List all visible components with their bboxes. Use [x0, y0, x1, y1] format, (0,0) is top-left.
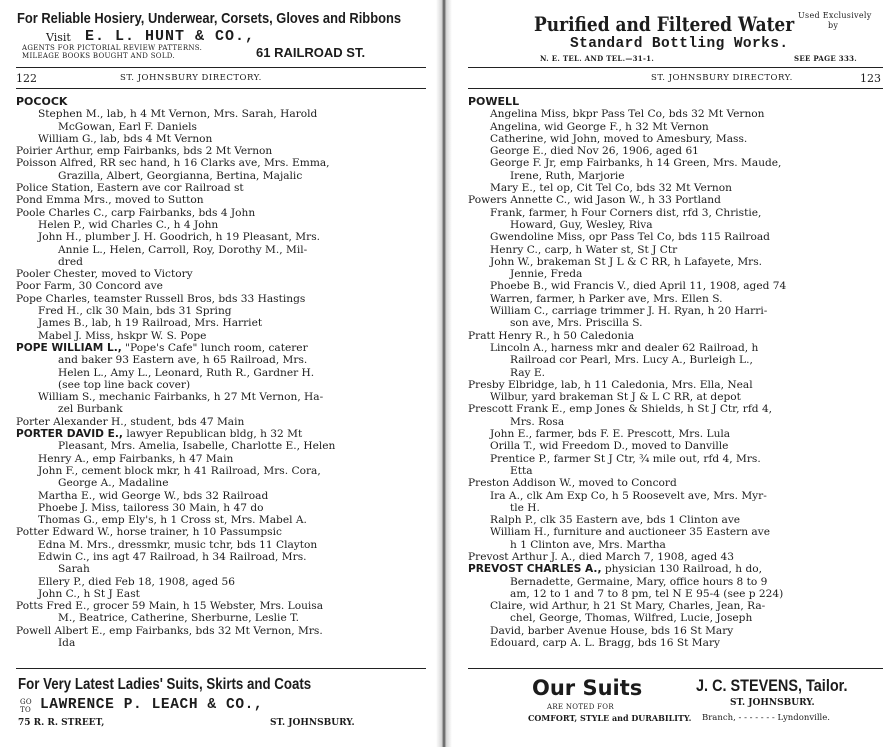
directory-entry-line: Potts Fred E., grocer 59 Main, h 15 Webster, Mrs. Louisa: [16, 600, 324, 613]
directory-entries: [16, 96, 426, 649]
directory-entry-line: Edna M. Mrs., dressmkr, music tchr, bds 11 Clayton: [38, 538, 318, 551]
page-number: 122: [16, 72, 37, 85]
directory-entry-line: William G., lab, bds 4 Mt Vernon: [38, 132, 213, 145]
directory-entry-line: Etta: [510, 464, 533, 477]
running-head-title: ST. JOHNSBURY DIRECTORY.: [651, 73, 793, 83]
directory-entry-line: Poole Charles C., carp Fairbanks, bds 4 John: [16, 206, 256, 219]
directory-entry-line: am, 12 to 1 and 7 to 8 pm, tel N E 95-4 (see p 224): [510, 587, 784, 600]
directory-entry-line: Martha E., wid George W., bds 32 Railroad: [38, 489, 269, 502]
directory-entry-line: Powers Annette C., wid Jason W., h 33 Portland: [468, 194, 721, 207]
directory-entry-line: Poisson Alfred, RR sec hand, h 16 Clarks ave, Mrs. Emma,: [16, 157, 330, 170]
surname-heading: POCOCK: [16, 96, 68, 108]
running-head-title: ST. JOHNSBURY DIRECTORY.: [120, 73, 262, 83]
directory-entry-line: John E., farmer, bds F. E. Prescott, Mrs. Lula: [490, 428, 731, 441]
bottling-ad-firm-name: Standard Bottling Works.: [570, 36, 789, 52]
directory-entry-line: Edwin C., ins agt 47 Railroad, h 34 Railroad, Mrs.: [38, 550, 307, 563]
directory-entry-line: Phoebe B., wid Francis V., died April 11, 1908, aged 74: [490, 280, 787, 293]
running-header: [16, 72, 424, 86]
directory-entry-line: Edouard, carp A. L. Bragg, bds 16 St Mary: [490, 637, 721, 650]
bottling-ad-tel: N. E. TEL. AND TEL.—31-1.: [540, 54, 655, 63]
directory-entry-line: John F., cement block mkr, h 41 Railroad, Mrs. Cora,: [38, 464, 321, 477]
bottling-ad-headline: Purified and Filtered Water: [534, 12, 795, 36]
directory-entry-line: William S., mechanic Fairbanks, h 27 Mt Vernon, Ha-: [38, 391, 324, 404]
directory-entry-line: Frank, farmer, h Four Corners dist, rfd 3, Christie,: [490, 206, 762, 219]
directory-entry-line: Henry A., emp Fairbanks, h 47 Main: [38, 452, 234, 465]
surname-heading: POWELL: [468, 96, 520, 108]
leach-ad-firm-name: LAWRENCE P. LEACH & CO.,: [40, 697, 264, 713]
page-number: 123: [860, 72, 881, 85]
bottling-ad-by: by: [828, 21, 839, 30]
leach-ad-headline: For Very Latest Ladies' Suits, Skirts and Coats: [18, 676, 312, 693]
stevens-ad-noted: ARE NOTED FOR: [547, 703, 614, 711]
running-header: [468, 72, 881, 86]
directory-entry-line: Grazilla, Albert, Georgianna, Bertina, Majalic: [58, 169, 303, 182]
leach-ad-to: TO: [20, 706, 32, 714]
directory-entry-line: Mary E., tel op, Cit Tel Co, bds 32 Mt Vernon: [490, 182, 732, 195]
directory-entry-line: Ira A., clk Am Exp Co, h 5 Roosevelt ave, Mrs. Myr-: [490, 489, 767, 502]
hunt-ad-agents-line: AGENTS FOR PICTORIAL REVIEW PATTERNS.: [22, 44, 203, 52]
stevens-ad-branch: Branch, - - - - - - - Lyndonville.: [702, 713, 831, 723]
directory-entry-line: Police Station, Eastern ave cor Railroad st: [16, 182, 244, 195]
directory-entry-line: Pooler Chester, moved to Victory: [16, 268, 193, 281]
directory-entry-line: George E., died Nov 26, 1906, aged 61: [490, 145, 699, 158]
entry-text: lawyer Republican bldg, h 32 Mt: [122, 428, 303, 441]
directory-entry-line: Bernadette, Germaine, Mary, office hours 8 to 9: [510, 575, 768, 588]
directory-entry-line: dred: [58, 255, 83, 268]
directory-entry-line: h 1 Clinton ave, Mrs. Martha: [510, 538, 666, 551]
directory-entry-line: Henry C., carp, h Water st, St J Ctr: [490, 243, 678, 256]
leach-ad-town: ST. JOHNSBURY.: [270, 718, 355, 728]
directory-entry-line: [16, 342, 426, 354]
directory-entry-line: Pond Emma Mrs., moved to Sutton: [16, 194, 204, 207]
directory-entry-line: [16, 428, 426, 440]
directory-entry-line: Prentice P., farmer St J Ctr, ¾ mile out, rfd 4, Mrs.: [490, 452, 761, 465]
directory-entry-line: Presby Elbridge, lab, h 11 Caledonia, Mrs. Ella, Neal: [468, 378, 753, 391]
directory-entry-line: Annie L., Helen, Carroll, Roy, Dorothy M., Mil-: [58, 243, 308, 256]
directory-entry-line: M., Beatrice, Catherine, Sherburne, Leslie T.: [58, 612, 299, 625]
directory-entry-line: Ellery P., died Feb 18, 1908, aged 56: [38, 575, 235, 588]
directory-entry-line: McGowan, Earl F. Daniels: [58, 120, 197, 133]
directory-entry-line: Helen L., Amy L., Leonard, Ruth R., Gardner H.: [58, 366, 315, 379]
header-rule: [468, 67, 883, 68]
directory-entry-line: Angelina Miss, bkpr Pass Tel Co, bds 32 Mt Vernon: [490, 108, 765, 121]
directory-entry-line: Irene, Ruth, Marjorie: [510, 169, 625, 182]
directory-entry-line: Thomas G., emp Ely's, h 1 Cross st, Mrs. Mabel A.: [38, 514, 307, 527]
directory-entry-line: John W., brakeman St J L & C RR, h Lafayete, Mrs.: [490, 255, 763, 268]
directory-entry-line: Wilbur, yard brakeman St J & L C RR, at depot: [490, 391, 741, 404]
leach-advertisement: [0, 668, 436, 747]
leach-ad-go: GO: [20, 698, 32, 706]
directory-entry-line: John C., h St J East: [38, 587, 140, 600]
book-gutter: [436, 0, 452, 747]
directory-entry-line: Pope Charles, teamster Russell Bros, bds 33 Hastings: [16, 292, 306, 305]
directory-entry-line: Lincoln A., harness mkr and dealer 62 Railroad, h: [490, 341, 759, 354]
directory-entries: [468, 96, 883, 649]
directory-entry-line: Prevost Arthur J. A., died March 7, 1908, aged 43: [468, 550, 734, 563]
directory-entry-line: Jennie, Freda: [510, 268, 583, 281]
directory-entry-line: Claire, wid Arthur, h 21 St Mary, Charles, Jean, Ra-: [490, 600, 766, 613]
directory-entry-line: Pratt Henry R., h 50 Caledonia: [468, 329, 635, 342]
directory-entry-line: Gwendoline Miss, opr Pass Tel Co, bds 115 Railroad: [490, 231, 770, 244]
directory-entry-line: Sarah: [58, 563, 90, 576]
entry-text: physician 130 Railroad, h do,: [601, 563, 762, 576]
directory-entry-line: George F. Jr, emp Fairbanks, h 14 Green, Mrs. Maude,: [490, 157, 782, 170]
directory-entry-line: Ida: [58, 637, 76, 650]
directory-entry-line: Stephen M., lab, h 4 Mt Vernon, Mrs. Sarah, Harold: [38, 108, 318, 121]
directory-entry-line: zel Burbank: [58, 403, 123, 416]
directory-entry-line: Angelina, wid George F., h 32 Mt Vernon: [490, 120, 709, 133]
directory-entry-line: Ralph P., clk 35 Eastern ave, bds 1 Clinton ave: [490, 514, 741, 527]
directory-entry-line: David, barber Avenue House, bds 16 St Mary: [490, 624, 734, 637]
entry-bold-name: PREVOST CHARLES A.,: [468, 563, 602, 576]
stevens-advertisement: [452, 668, 893, 747]
hunt-ad-mileage-line: MILEAGE BOOKS BOUGHT AND SOLD.: [22, 52, 175, 60]
directory-entry-line: Warren, farmer, h Parker ave, Mrs. Ellen S.: [490, 292, 723, 305]
directory-entry-line: Orilla T., wid Freedom D., moved to Danville: [490, 440, 729, 453]
entry-bold-name: PORTER DAVID E.,: [16, 428, 123, 441]
directory-entry-line: Pleasant, Mrs. Amelia, Isabelle, Charlotte E., Helen: [58, 440, 336, 453]
directory-entry-line: Catherine, wid John, moved to Amesbury, Mass.: [490, 132, 748, 145]
directory-entry-line: Potter Edward W., horse trainer, h 10 Passumpsic: [16, 526, 282, 539]
directory-entry-line: [468, 563, 883, 575]
directory-entry-line: tle H.: [510, 501, 540, 514]
directory-entry-line: chel, George, Thomas, Wilfred, Lucie, Joseph: [510, 612, 753, 625]
directory-entry-line: Porter Alexander H., student, bds 47 Main: [16, 415, 245, 428]
directory-entry-line: Poor Farm, 30 Concord ave: [16, 280, 163, 293]
directory-entry-line: Powell Albert E., emp Fairbanks, bds 32 Mt Vernon, Mrs.: [16, 624, 323, 637]
hunt-ad-visit: Visit: [46, 31, 71, 44]
stevens-ad-town: ST. JOHNSBURY.: [730, 698, 815, 708]
entry-text: "Pope's Cafe" lunch room, caterer: [121, 341, 308, 354]
directory-entry-line: John H., plumber J. H. Goodrich, h 19 Pleasant, Mrs.: [38, 231, 320, 244]
hunt-ad-address: 61 RAILROAD ST.: [256, 45, 366, 60]
directory-entry-line: son ave, Mrs. Priscilla S.: [510, 317, 643, 330]
directory-entry-line: (see top line back cover): [58, 378, 191, 391]
directory-entry-line: Preston Addison W., moved to Concord: [468, 477, 677, 490]
directory-entry-line: Mrs. Rosa: [510, 415, 565, 428]
directory-entry-line: Howard, Guy, Wesley, Riva: [510, 218, 653, 231]
directory-entry-line: William H., furniture and auctioneer 35 Eastern ave: [490, 526, 770, 539]
directory-entry-line: Railroad cor Pearl, Mrs. Lucy A., Burleigh L.,: [510, 354, 753, 367]
bottling-advertisement: [452, 0, 893, 68]
stevens-ad-tailor: J. C. STEVENS, Tailor.: [696, 676, 848, 695]
directory-entry-line: Mabel J. Miss, hskpr W. S. Pope: [38, 329, 207, 342]
bottling-ad-used: Used Exclusively: [798, 11, 872, 20]
stevens-ad-qualities: COMFORT, STYLE and DURABILITY.: [528, 713, 692, 723]
right-page: [452, 0, 893, 747]
directory-entry-line: and baker 93 Eastern ave, h 65 Railroad, Mrs.: [58, 354, 308, 367]
entry-bold-name: POPE WILLIAM L.,: [16, 341, 122, 354]
hunt-ad-firm-name: E. L. HUNT & CO.,: [85, 28, 256, 45]
directory-entry-line: George A., Madaline: [58, 477, 169, 490]
directory-entry-line: Poirier Arthur, emp Fairbanks, bds 2 Mt Vernon: [16, 145, 273, 158]
directory-entry-line: William C., carriage trimmer J. H. Ryan, h 20 Harri-: [490, 305, 768, 318]
stevens-ad-headline: Our Suits: [532, 676, 643, 700]
directory-entry-line: Ray E.: [510, 366, 545, 379]
bottling-ad-see-page: SEE PAGE 333.: [794, 54, 858, 63]
header-rule: [16, 88, 426, 89]
directory-entry-line: James B., lab, h 19 Railroad, Mrs. Harriet: [38, 317, 263, 330]
header-rule: [468, 88, 883, 89]
directory-entry-line: Fred H., clk 30 Main, bds 31 Spring: [38, 305, 232, 318]
header-rule: [16, 67, 426, 68]
hunt-ad-headline: For Reliable Hosiery, Underwear, Corsets, Gloves and Ribbons: [17, 10, 402, 27]
directory-entry-line: Prescott Frank E., emp Jones & Shields, h St J Ctr, rfd 4,: [468, 403, 773, 416]
left-page: [0, 0, 436, 747]
hunt-advertisement: [0, 0, 436, 68]
leach-ad-street: 75 R. R. STREET,: [18, 718, 105, 728]
directory-entry-line: Phoebe J. Miss, tailoress 30 Main, h 47 do: [38, 501, 264, 514]
directory-entry-line: Helen P., wid Charles C., h 4 John: [38, 218, 219, 231]
